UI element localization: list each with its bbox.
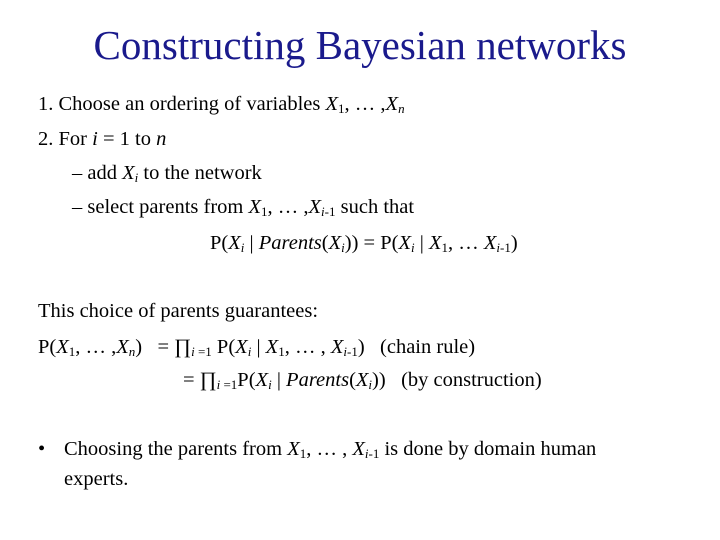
guarantee-intro: This choice of parents guarantees: [38, 300, 319, 322]
bullet-continuation: experts. [64, 468, 129, 490]
algorithm-substep-select: – select parents from $X_1$, … $,X_{i-1}$ such that [72, 196, 415, 219]
algorithm-step-1: 1. Choose an ordering of variables $X_1$, … $,X_n$ [38, 93, 405, 116]
algorithm-substep-add: – add $X_i$ to the network [72, 162, 262, 185]
bullet-mark: • [38, 438, 46, 460]
slide-title: Constructing Bayesian networks [93, 22, 627, 68]
chain-rule-line: $P(X_1$, … $,X_n$) = $\prod_{i =1}$ $P(X_i$ | $X_1$, … , $X_{i-1}$) (chain rule) [38, 336, 476, 359]
parents-formula: $P(X_i$ | $Parents(X_i)) = P(X_i$ | $X_1$, … $X_{i-1}$) [210, 232, 518, 255]
algorithm-step-2: 2. For i = 1 to n [38, 128, 167, 150]
bullet-item: • Choosing the parents from $X_1$, … , $X_{i-1}$ is done by domain human [38, 438, 597, 461]
construction-line: = $\prod_{i =1}P(X_i$ | $Parents(X_i)$) (by construction) [183, 369, 542, 392]
